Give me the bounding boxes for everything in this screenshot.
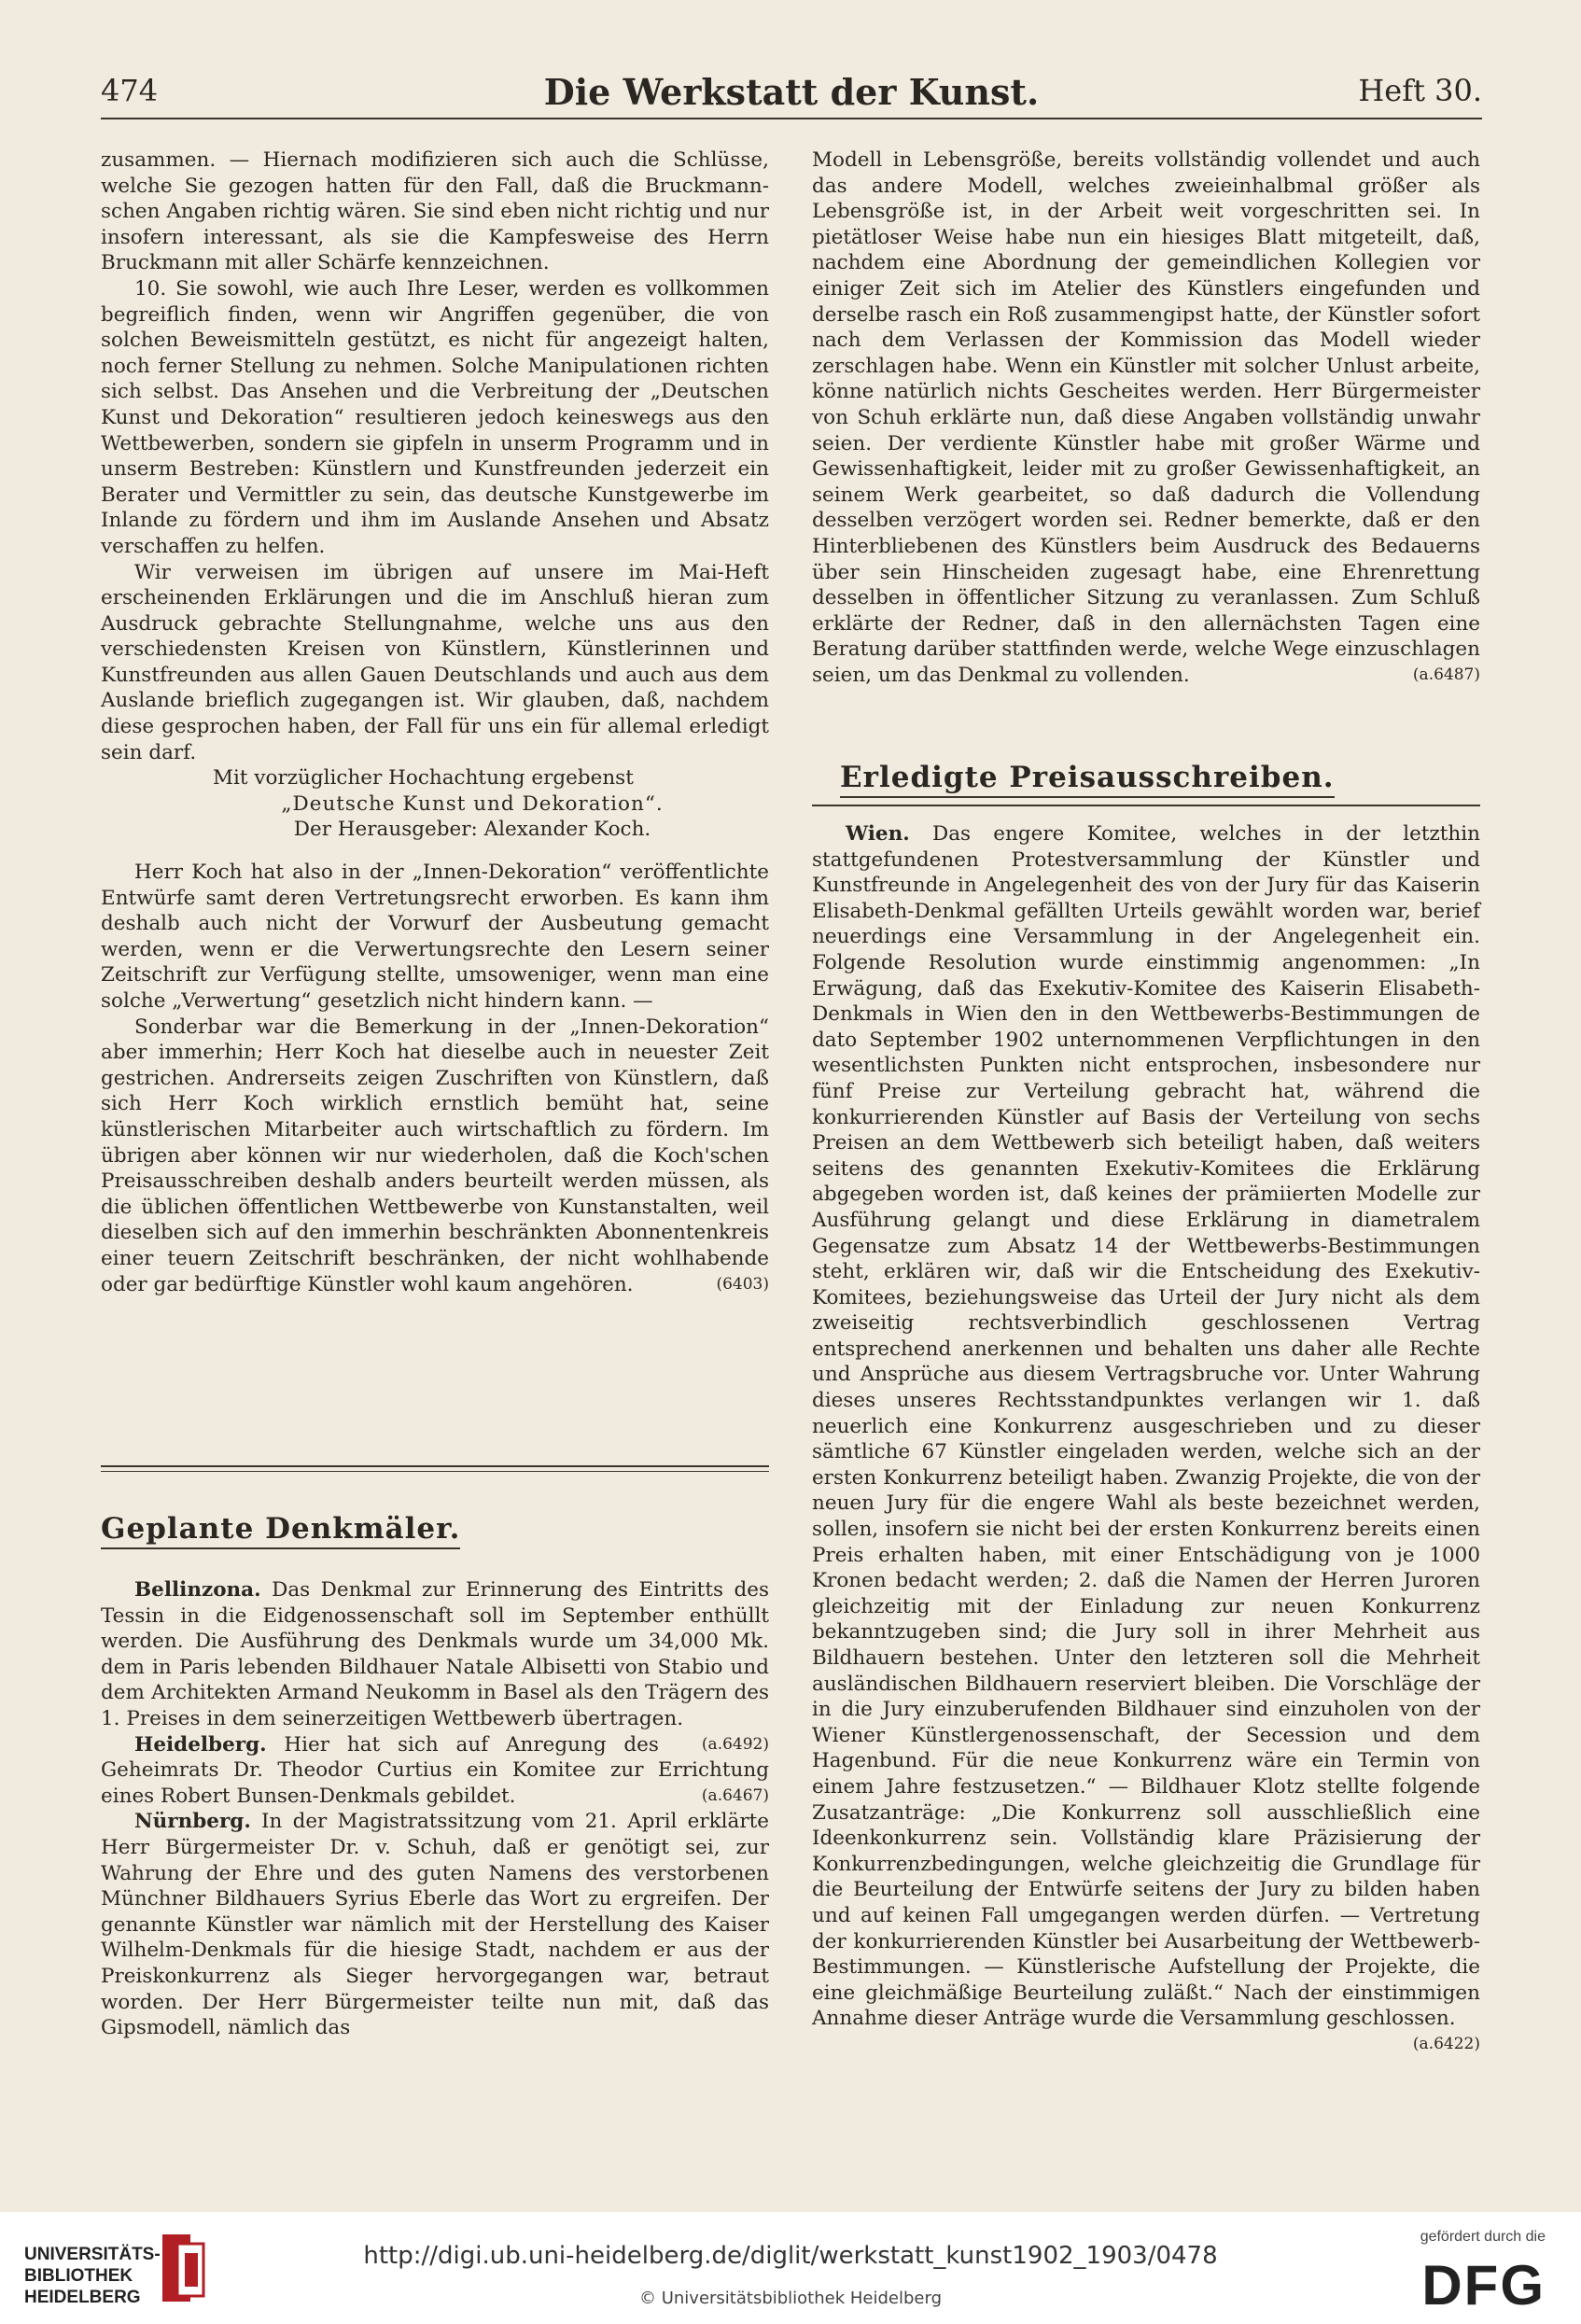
entry-nuernberg xyxy=(101,1809,769,2040)
right-paragraph-1 xyxy=(812,147,1480,688)
funding-note: gefördert durch die xyxy=(1420,2229,1546,2245)
section-divider-right xyxy=(812,805,1480,806)
letter-closing-3: Der Herausgeber: Alexander Koch. xyxy=(293,818,651,842)
left-paragraph-1: zusammen. — Hiernach modifizieren sich auch die Schlüsse, welche Sie gezogen hatten für den Fall, daß die Bruckmann-schen Angaben richtig wären. Sie sind eben nicht richtig und nur insofern interessant, als sie die Kampfesweise des Herrn Bruckmann mit aller Schärfe kennzeichnen. xyxy=(101,148,769,275)
section-heading-planned-monuments: Geplante Denkmäler. xyxy=(101,1512,460,1549)
library-name: UNIVERSITÄTS- BIBLIOTHEK HEIDELBERG xyxy=(24,2245,161,2307)
left-column xyxy=(101,147,769,1297)
letter-closing-2: „Deutsche Kunst und Dekoration“. xyxy=(281,791,664,816)
entry-place: Bellinzona. xyxy=(134,1578,261,1602)
entry-place: Nürnberg. xyxy=(134,1810,251,1834)
letter-closing-1: Mit vorzüglicher Hochachtung ergebenst xyxy=(213,766,634,791)
journal-title: Die Werkstatt der Kunst. xyxy=(543,71,1040,113)
entry-wien xyxy=(812,821,1480,2053)
reference-number: (a.6422) xyxy=(1412,2034,1480,2053)
left-paragraph-5 xyxy=(101,1015,769,1298)
left-paragraph-4: Herr Koch hat also in der „Innen-Dekoration“ veröffentlichte Entwürfe samt deren Vertretungsrecht erworben. Es kann ihm deshalb auch nicht der Vorwurf der Ausbeutung gemacht werden, wenn er die Verwertungsrechte den Lesern seiner Zeitschrift zur Verfügung stellte, umsoweniger, wenn man eine solche „Verwertung“ gesetzlich nicht hindern kann. — xyxy=(101,861,769,1013)
right-column xyxy=(812,147,1480,688)
left-column-monuments xyxy=(101,1577,769,2041)
digitization-footer xyxy=(0,2212,1581,2324)
section-divider-left xyxy=(101,1465,769,1467)
reference-number: (6403) xyxy=(716,1274,769,1294)
source-url-link[interactable]: http://digi.ub.uni-heidelberg.de/diglit/werkstatt_kunst1902_1903/0478 xyxy=(363,2242,1218,2270)
reference-number: (a.6467) xyxy=(701,1785,769,1805)
left-paragraph-5-text: Sonderbar war die Bemerkung in der „Innen-Dekoration“ aber immerhin; Herr Koch hat dieselbe auch in neuester Zeit gestrichen. Andrerseits zeigen Zuschriften von Künstlern, daß sich Herr Koch wirklich ernstlich bemüht hat, seine künstlerischen Mitarbeiter auch wirtschaftlich zu fördern. Im übrigen aber können wir nur wiederholen, daß die Koch'schen Preisausschreiben deshalb anders beurteilt werden müssen, als die üblichen öffentlichen Wettbewerbe von Kunstanstalten, weil dieselben sich auf den immerhin beschränkten Abonnentenkreis einer teuern Zeitschrift beschränken, der nicht wohlhabende oder gar bedürftige Künstler wohl kaum angehören. xyxy=(101,1015,769,1296)
issue-number: Heft 30. xyxy=(1358,73,1482,108)
left-paragraph-2: 10. Sie sowohl, wie auch Ihre Leser, werden es vollkommen begreiflich finden, wenn wir Angriffen gegenüber, die von solchen Beweismitteln gestützt, es nicht für angezeigt halten, noch ferner Stellung zu nehmen. Solche Manipulationen richten sich selbst. Das Ansehen und die Verbreitung der „Deutschen Kunst und Dekoration“ resultieren jedoch keineswegs aus den Wettbewerben, sondern sie gipfeln in unserm Programm und in unserm Bestreben: Künstlern und Kunstfreunden jederzeit ein Berater und Vermittler zu sein, das deutsche Kunstgewerbe im Inlande zu fördern und ihm im Auslande Ansehen und Absatz verschaffen zu helfen. xyxy=(101,276,769,558)
reference-number: (a.6492) xyxy=(701,1734,769,1754)
reference-number: (a.6487) xyxy=(1412,665,1480,684)
copyright-notice: © Universitätsbibliothek Heidelberg xyxy=(638,2289,942,2308)
right-paragraph-1-text: Modell in Lebensgröße, bereits vollständig vollendet und auch das andere Modell, welches zweieinhalbmal größer als Lebensgröße ist, in der Arbeit weit vorgeschritten sei. In pietätloser Weise habe nun ein hiesiges Blatt mitgeteilt, daß, nachdem eine Abordnung der gemeindlichen Kollegien vor einiger Zeit sich im Atelier des Künstlers eingefunden und derselbe rasch ein Roß zusammengipst hatte, der Künstler sofort nach dem Verlassen der Kommission das Modell wieder zerschlagen habe. Wenn ein Künstler mit solcher Unlust arbeite, könne natürlich nichts Gescheites werden. Herr Bürgermeister von Schuh erklärte nun, daß diese Angaben vollständig unwahr seien. Der verdiente Künstler habe mit großer Wärme und Gewissenhaftigkeit, leider mit zu großer Gewissenhaftigkeit, an seinem Werk gearbeitet, so daß dadurch die Vollendung desselben verzögert worden sei. Redner bemerkte, daß er den Hinterbliebenen des Künstlers beim Ausdruck des Bedauerns über sein Hinscheiden zugesagt habe, eine Ehrenrettung desselben in öffentlicher Sitzung zu veranlassen. Zum Schluß erklärte der Redner, daß in den allernächsten Tagen eine Beratung darüber stattfinden werde, welche Wege einzuschlagen seien, um das Denkmal zu vollenden. xyxy=(812,148,1480,687)
entry-text: Das Denkmal zur Erinnerung des Eintritts des Tessin in die Eidgenossenschaft soll im September enthüllt werden. Die Ausführung des Denkmals wurde um 34,000 Mk. dem in Paris lebenden Bildhauer Natale Albisetti von Stabio und dem Architekten Armand Neukomm in Basel als den Trägern des 1. Preises in dem seinerzeitigen Wettbewerb übertragen. xyxy=(101,1578,769,1730)
entry-text: Hier hat sich auf Anregung des Geheimrats Dr. Theodor Curtius ein Komitee zur Errichtung eines Robert Bunsen-Denkmals gebildet. xyxy=(101,1732,769,1808)
dfg-logo: DFG xyxy=(1421,2254,1546,2317)
section-divider-left-thin xyxy=(101,1471,769,1472)
left-paragraph-3: Wir verweisen im übrigen auf unsere im Mai-Heft erscheinenden Erklärungen und die im Anschluß hieran zum Ausdruck gebrachte Stellungnahme, welche uns aus den verschiedensten Kreisen von Künstlern, Künstlerinnen und Kunstfreunden aus allen Gauen Deutschlands und auch aus dem Auslande brieflich zugegangen ist. Wir glauben, daß, nachdem diese gesprochen haben, der Fall für uns ein für allemal erledigt sein darf. xyxy=(101,560,769,764)
entry-text: In der Magistratssitzung vom 21. April erklärte Herr Bürgermeister Dr. v. Schuh, daß er genötigt sei, zur Wahrung der Ehre und des guten Namens des verstorbenen Münchner Bildhauers Syrius Eberle das Wort zu ergreifen. Der genannte Künstler war nämlich mit der Herstellung des Kaiser Wilhelm-Denkmals für die hiesige Stadt, nachdem er aus der Preiskonkurrenz als Sieger hervorgegangen war, betraut worden. Der Herr Bürgermeister teilte nun mit, daß das Gipsmodell, nämlich das xyxy=(101,1810,769,2040)
running-header xyxy=(101,65,1482,119)
entry-text: Das engere Komitee, welches in der letzthin stattgefundenen Protestversammlung der Künstler und Kunstfreunde in Angelegenheit des von der Jury für das Kaiserin Elisabeth-Denkmal gefällten Urteils gewählt worden war, berief neuerdings eine Versammlung in der Angelegenheit ein. Folgende Resolution wurde einstimmig angenommen: „In Erwägung, daß das Exekutiv-Komitee des Kaiserin Elisabeth-Denkmals in Wien den in den Wettbewerbs-Bestimmungen de dato September 1902 unternommenen Verpflichtungen in den wesentlichsten Punkten nicht entsprochen, insbesondere nur fünf Preise zur Verteilung gebracht hat, während die konkurrierenden Künstler auf Basis der Verteilung von sechs Preisen an dem Wettbewerb sich beteiligt haben, daß weiters seitens des genannten Exekutiv-Komitees die Erklärung abgegeben worden ist, daß keines der prämiierten Modelle zur Ausführung gelangt und diese Erklärung in diametralem Gegensatze zum Absatz 14 der Wettbewerbs-Bestimmungen steht, erklären wir, daß wir die Entscheidung des Exekutiv-Komitees, beziehungsweise das Urteil der Jury nicht als dem zweiseitig rechtsverbindlich geschlossenen Vertrag entsprechend anerkennen und behalten uns daher alle Rechte und Ansprüche aus diesem Vertragsbruche vor. Unter Wahrung dieses unseres Rechtsstandpunktes verlangen wir 1. daß neuerlich eine Konkurrenz ausgeschrieben und zu dieser sämtliche 67 Künstler eingeladen werden, welche sich an der ersten Konkurrenz beteiligt haben. Zwanzig Projekte, die von der neuen Jury für die engere Wahl als beste bezeichnet werden, sollen, insofern sie nicht bei der ersten Konkurrenz bereits einen Preis erhalten haben, mit einer Entschädigung von je 1000 Kronen bedacht werden; 2. daß die Namen der Herren Juroren gleichzeitig mit der Einladung zur neuen Konkurrenz bekanntzugeben sind; die Jury soll in ihrer Mehrheit aus Bildhauern bestehen. Unter den letzteren soll die Mehrheit ausländischen Bildhauern reserviert bleiben. Die Vorschläge der in die Jury einzuberufenden Bildhauer sind einzuholen von der Wiener Künstlergenossenschaft, der Secession und dem Hagenbund. Für die neue Konkurrenz wäre ein Termin von einem Jahre festzusetzen.“ — Bildhauer Klotz stellte folgende Zusatzanträge: „Die Konkurrenz soll ausschließlich eine Ideenkonkurrenz sein. Vollständig klare Präzisierung der Konkurrenzbedingungen, welche gleichzeitig die Grundlage für die Beurteilung der Entwürfe seitens der Jury zu bilden haben und auf keinen Fall umgegangen werden dürfen. — Vertretung der konkurrierenden Künstler bei Ausarbeitung der Wettbewerb-Bestimmungen. — Künstlerische Aufstellung der Projekte, die eine gleichmäßige Beurteilung zuläßt.“ Nach der einstimmigen Annahme dieser Anträge wurde die Versammlung geschlossen. xyxy=(812,822,1480,2031)
entry-place: Wien. xyxy=(846,822,910,846)
right-column-competitions xyxy=(812,821,1480,2058)
entry-place: Heidelberg. xyxy=(134,1732,267,1757)
page-number: 474 xyxy=(101,73,159,108)
section-heading-completed-competitions: Erledigte Preisausschreiben. xyxy=(840,761,1335,798)
